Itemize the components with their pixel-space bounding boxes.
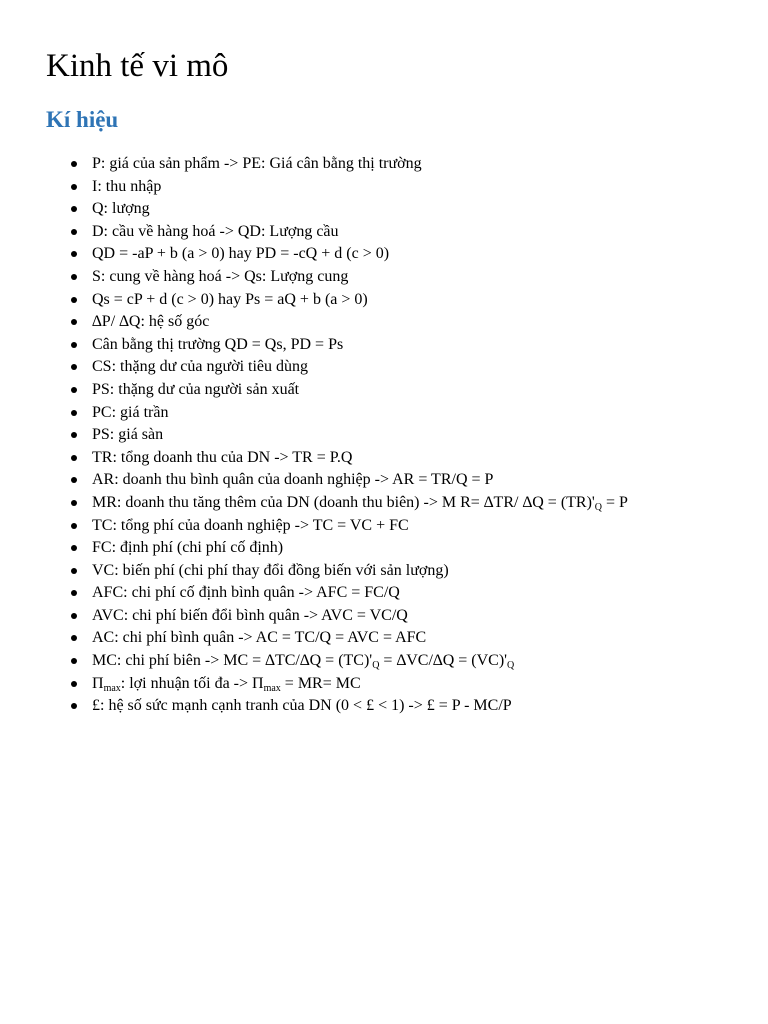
text-run: I: thu nhập [92, 177, 162, 195]
list-item [0, 153, 628, 176]
list-item [0, 356, 628, 379]
list-item [0, 469, 628, 492]
list-item [0, 695, 628, 718]
text-run: AR: doanh thu bình quân của doanh nghiệp -> AR = TR/Q = P [92, 471, 494, 489]
notation-list [0, 153, 628, 718]
list-item-text [92, 560, 449, 582]
bullet-icon [71, 658, 77, 664]
list-item-text [92, 695, 512, 717]
list-item-text [92, 424, 163, 446]
text-run: = P [602, 493, 628, 511]
bullet-icon [71, 568, 77, 574]
list-item-text [92, 537, 283, 559]
text-run: AVC: chi phí biến đổi bình quân -> AVC = VC/Q [92, 606, 408, 624]
list-item-text [92, 650, 514, 672]
text-run: CS: thặng dư của người tiêu dùng [92, 358, 309, 376]
text-run: ∆P/ ∆Q: hệ số góc [92, 313, 210, 331]
list-item [0, 627, 628, 650]
list-item-text [92, 627, 426, 649]
list-item [0, 379, 628, 402]
bullet-icon [71, 364, 77, 370]
text-run: PS: giá sàn [92, 426, 164, 444]
bullet-icon [71, 387, 77, 393]
text-run: Q: lượng [92, 200, 150, 218]
text-run: D: cầu về hàng hoá -> QD: Lượng cầu [92, 222, 339, 240]
list-item [0, 402, 628, 425]
subscript: Q [507, 660, 515, 672]
list-item-text [92, 334, 343, 356]
text-run: MR: doanh thu tăng thêm của DN (doanh thu biên) -> M R= ∆TR/ ∆Q = (TR)' [92, 493, 595, 511]
list-item [0, 673, 628, 696]
text-run: = MR= MC [280, 674, 361, 692]
list-item [0, 221, 628, 244]
subscript: max [103, 682, 121, 694]
bullet-icon [71, 500, 77, 506]
subscript: Q [372, 660, 380, 672]
text-run: £: hệ số sức mạnh cạnh tranh của DN (0 < £ < 1) -> £ = P - MC/P [92, 697, 512, 715]
list-item-text [92, 311, 209, 333]
list-item-text [92, 266, 348, 288]
bullet-icon [71, 206, 77, 212]
text-run: S: cung về hàng hoá -> Qs: Lượng cung [92, 267, 349, 285]
bullet-icon [71, 229, 77, 235]
list-item [0, 198, 628, 221]
list-item-text [92, 492, 628, 514]
list-item [0, 424, 628, 447]
list-item [0, 560, 628, 583]
text-run: P: giá của sản phẩm -> PE: Giá cân bằng thị trường [92, 155, 422, 172]
bullet-icon [71, 703, 77, 709]
text-run: VC: biến phí (chi phí thay đổi đồng biến với sản lượng) [92, 561, 449, 579]
subscript: Q [594, 501, 603, 513]
list-item-text [92, 153, 422, 175]
list-item-text [92, 289, 368, 311]
bullet-icon [71, 613, 77, 619]
list-item-text [92, 582, 400, 604]
list-item [0, 266, 628, 289]
list-item [0, 515, 628, 538]
text-run: Π [92, 674, 104, 692]
bullet-icon [71, 410, 77, 416]
list-item [0, 582, 628, 605]
text-run: = ∆VC/∆Q = (VC)' [379, 652, 508, 670]
document-title: Kinh tế vi mô [46, 48, 229, 84]
bullet-icon [71, 635, 77, 641]
list-item-text [92, 176, 161, 198]
list-item-text [92, 469, 493, 491]
list-item-text [92, 243, 389, 265]
section-heading: Kí hiệu [46, 107, 119, 132]
list-item-text [92, 605, 408, 627]
list-item [0, 243, 628, 266]
list-item-text [92, 221, 339, 243]
text-run: FC: định phí (chi phí cố định) [92, 539, 284, 557]
bullet-icon [71, 184, 77, 190]
bullet-icon [71, 545, 77, 551]
bullet-icon [71, 342, 77, 348]
list-item [0, 537, 628, 560]
list-item-text [92, 198, 150, 220]
list-item-text [92, 379, 299, 401]
list-item [0, 334, 628, 357]
bullet-icon [71, 274, 77, 280]
list-item [0, 605, 628, 628]
list-item [0, 447, 628, 470]
text-run: MC: chi phí biên -> MC = ∆TC/∆Q = (TC)' [92, 652, 373, 670]
list-item [0, 289, 628, 312]
bullet-icon [71, 319, 77, 325]
list-item-text [92, 515, 409, 537]
bullet-icon [71, 523, 77, 529]
text-run: PS: thặng dư của người sản xuất [92, 380, 300, 398]
list-item-text [92, 402, 168, 424]
bullet-icon [71, 432, 77, 438]
bullet-icon [71, 681, 77, 687]
bullet-icon [71, 455, 77, 461]
bullet-icon [71, 590, 77, 596]
text-run: AC: chi phí bình quân -> AC = TC/Q = AVC = AFC [92, 629, 427, 647]
bullet-icon [71, 297, 77, 303]
list-item [0, 311, 628, 334]
text-run: QD = -aP + b (a > 0) hay PD = -cQ + d (c > 0) [92, 245, 390, 263]
text-run: : lợi nhuận tối đa -> Π [120, 674, 264, 692]
bullet-icon [71, 251, 77, 257]
list-item-text [92, 673, 361, 695]
text-run: PC: giá trần [92, 403, 169, 421]
bullet-icon [71, 477, 77, 483]
list-item-text [92, 356, 308, 378]
bullet-icon [71, 161, 77, 167]
text-run: Qs = cP + d (c > 0) hay Ps = aQ + b (a > 0) [92, 290, 368, 308]
text-run: TR: tổng doanh thu của DN -> TR = P.Q [92, 448, 353, 466]
text-run: TC: tổng phí của doanh nghiệp -> TC = VC + FC [92, 516, 409, 534]
text-run: Cân bằng thị trường QD = Qs, PD = Ps [92, 335, 344, 353]
text-run: AFC: chi phí cố định bình quân -> AFC = FC/Q [92, 584, 400, 602]
list-item [0, 492, 628, 515]
list-item [0, 176, 628, 199]
list-item-text [92, 447, 352, 469]
subscript: max [263, 682, 281, 694]
list-item [0, 650, 628, 673]
